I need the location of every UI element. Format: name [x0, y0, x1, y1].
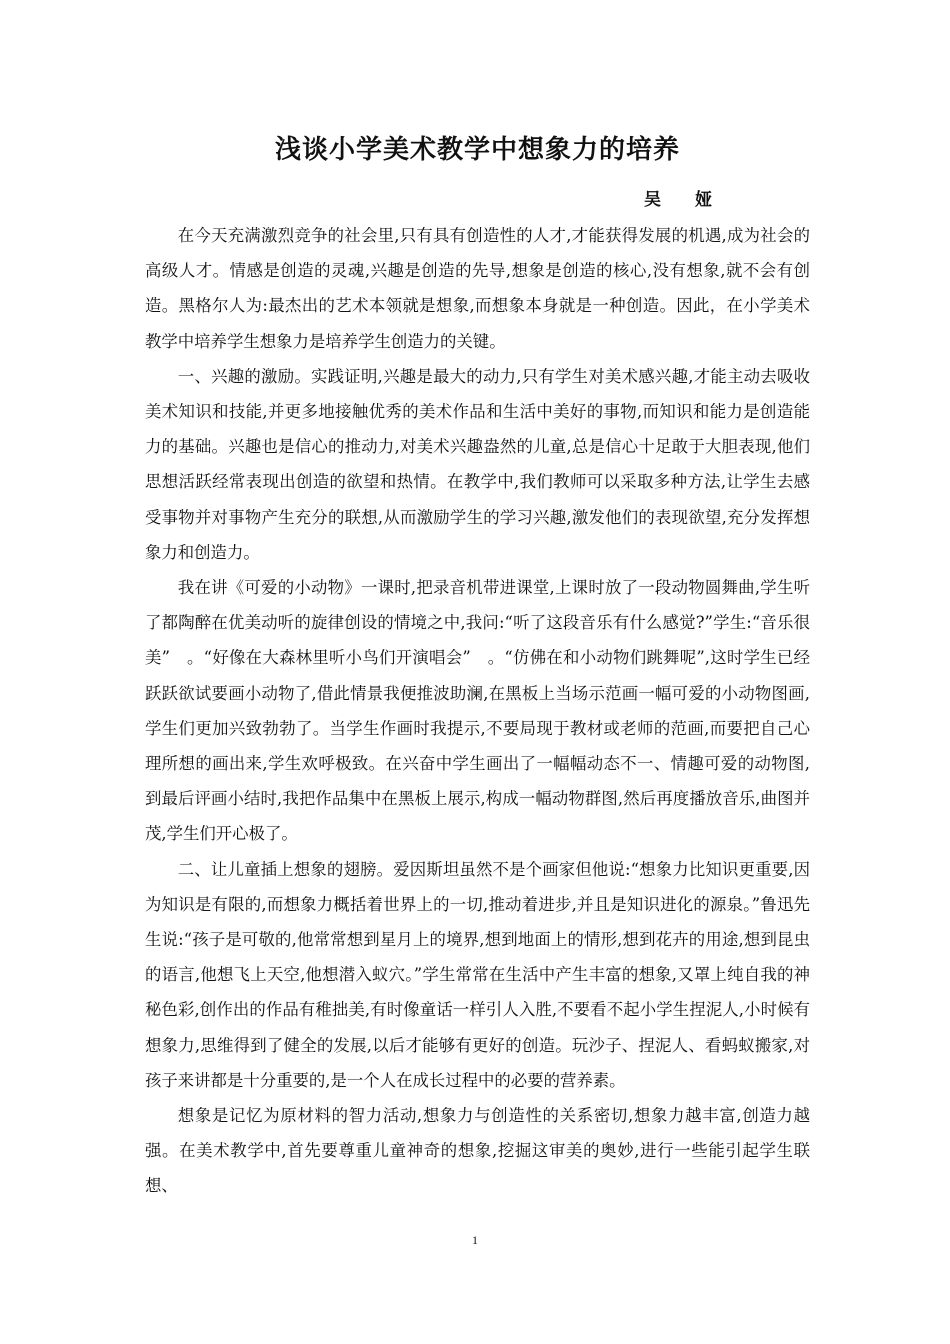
- paragraph-section-2: 二、让儿童插上想象的翅膀。爱因斯坦虽然不是个画家但他说:“想象力比知识更重要,因为知识是有限的,而想象力概括着世界上的一切,推动着进步,并且是知识进化的源泉。”鲁迅先生说:“孩子是可敬的,他常常想到星月上的境界,想到地面上的情形,想到花卉的用途,想到昆虫的语言,他想飞上天空,他想潜入蚁穴。”学生常常在生活中产生丰富的想象,又罩上纯自我的神秘色彩,创作出的作品有稚拙美,有时像童话一样引人入胜,不要看不起小学生捏泥人,小时候有想象力,思维得到了健全的发展,以后才能够有更好的创造。玩沙子、捏泥人、看蚂蚁搬家,对孩子来讲都是十分重要的,是一个人在成长过程中的必要的营养素。: [145, 859, 810, 1090]
- author-name: 吴 娅: [644, 190, 712, 210]
- page-number: 1: [472, 1233, 478, 1247]
- body-text: [145, 218, 810, 1204]
- paragraph-example: 我在讲《可爱的小动物》一课时,把录音机带进课堂,上课时放了一段动物圆舞曲,学生听了都陶醉在优美动听的旋律创设的情境之中,我问:“听了这段音乐有什么感觉?”学生:“音乐很美” 。“好像在大森林里听小鸟们开演唱会” 。“仿佛在和小动物们跳舞呢”,这时学生已经跃跃欲试要画小动物了,借此情景我便推波助澜,在黑板上当场示范画一幅可爱的小动物图画,学生们更加兴致勃勃了。当学生作画时我提示,不要局现于教材或老师的范画,而要把自己心理所想的画出来,学生欢呼极致。在兴奋中学生画出了一幅幅动态不一、情趣可爱的动物图,到最后评画小结时,我把作品集中在黑板上展示,构成一幅动物群图,然后再度播放音乐,曲图并茂,学生们开心极了。: [145, 578, 810, 844]
- document-title: 浅谈小学美术教学中想象力的培养: [274, 135, 680, 165]
- paragraph-imagination: 想象是记忆为原材料的智力活动,想象力与创造性的关系密切,想象力越丰富,创造力越强。在美术教学中,首先要尊重儿童神奇的想象,挖掘这审美的奥妙,进行一些能引起学生联想、: [145, 1106, 810, 1196]
- paragraph-section-1: 一、兴趣的激励。实践证明,兴趣是最大的动力,只有学生对美术感兴趣,才能主动去吸收美术知识和技能,并更多地接触优秀的美术作品和生活中美好的事物,而知识和能力是创造能力的基础。兴趣也是信心的推动力,对美术兴趣盎然的儿童,总是信心十足敢于大胆表现,他们思想活跃经常表现出创造的欲望和热情。在教学中,我们教师可以采取多种方法,让学生去感受事物并对事物产生充分的联想,从而激励学生的学习兴趣,激发他们的表现欲望,充分发挥想象力和创造力。: [145, 366, 810, 562]
- paragraph-intro: 在今天充满激烈竞争的社会里,只有具有创造性的人才,才能获得发展的机遇,成为社会的高级人才。情感是创造的灵魂,兴趣是创造的先导,想象是创造的核心,没有想象,就不会有创造。黑格尔人为:最杰出的艺术本领就是想象,而想象本身就是一种创造。因此，在小学美术教学中培养学生想象力是培养学生创造力的关键。: [145, 226, 810, 351]
